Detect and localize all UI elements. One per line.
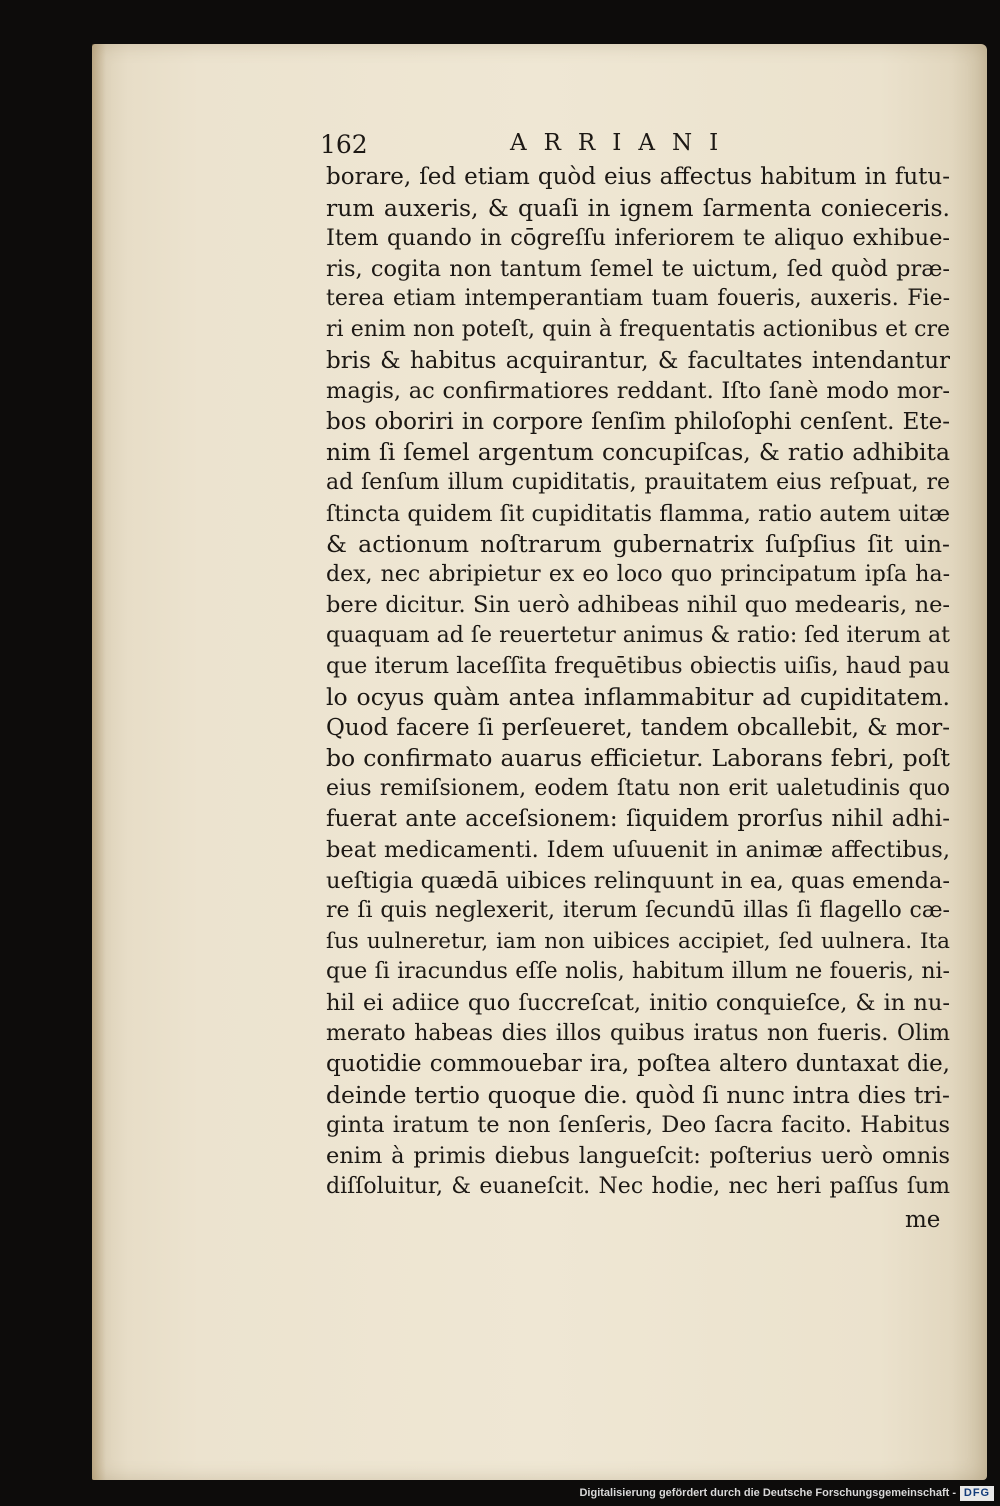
text-line: deinde tertio quoque die. quòd ſi nunc intra dies tri- [326, 1080, 950, 1109]
text-line: dex, nec abripietur ex eo loco quo principatum ipſa ha- [326, 561, 950, 587]
text-line: bris & habitus acquirantur, & facultates intendantur [326, 347, 950, 374]
text-line: merato habeas dies illos quibus iratus non fueris. Olim [326, 1020, 950, 1046]
page-header [320, 128, 960, 162]
text-line: magis, ac confirmatiores reddant. Iſto ſanè modo mor- [326, 378, 950, 405]
text-line: borare, ſed etiam quòd eius affectus habitum in futu- [326, 164, 950, 190]
text-line: re ſi quis neglexerit, iterum ſecundū illas ſi flagello cæ- [326, 898, 950, 924]
text-line: hil ei adiice quo ſuccreſcat, initio conquieſce, & in nu- [326, 990, 950, 1017]
text-line: terea etiam intemperantiam tuam foueris, auxeris. Fie- [326, 286, 950, 312]
text-line: enim à primis diebus langueſcit: poſterius uerò omnis [326, 1143, 950, 1169]
text-line: quaquam ad ſe reuertetur animus & ratio: ſed iterum at [326, 622, 950, 648]
funding-credit: Digitalisierung gefördert durch die Deutsche Forschungsgemeinschaft - [579, 1487, 956, 1499]
page-gutter-shadow [92, 44, 106, 1480]
dfg-logo-icon: DFG [960, 1486, 994, 1501]
text-line: & actionum noſtrarum gubernatrix ſuſpſius ſit uin- [326, 530, 950, 559]
text-line: ris, cogita non tantum ſemel te uictum, ſed quòd præ- [326, 255, 950, 282]
body-text [326, 162, 950, 1202]
text-line: bo confirmato auarus efficietur. Laborans febri, poſt [326, 744, 950, 773]
text-line: Item quando in cōgreſſu inferiorem te aliquo exhibue- [326, 225, 950, 252]
text-line: que ſi iracundus eſſe nolis, habitum illum ne foueris, ni- [326, 959, 950, 985]
text-line: nim ſi ſemel argentum concupiſcas, & ratio adhibita [326, 438, 950, 467]
catchword: me [905, 1207, 941, 1233]
text-line: ginta iratum te non ſenſeris, Deo ſacra facito. Habitus [326, 1112, 950, 1139]
text-line: quotidie commouebar ira, poſtea altero duntaxat die, [326, 1051, 950, 1078]
text-line: ſtincta quidem ſit cupiditatis flamma, ratio autem uitæ [326, 500, 950, 527]
text-line: ad ſenſum illum cupiditatis, prauitatem eius reſpuat, re [326, 469, 950, 495]
text-line: fuerat ante acceſsionem: ſiquidem prorſus nihil adhi- [326, 806, 950, 833]
text-line: ſus uulneretur, iam non uibices accipiet, ſed uulnera. Ita [326, 928, 950, 954]
page-number: 162 [320, 130, 368, 159]
text-line: ri enim non poteſt, quin à frequentatis actionibus et cre [326, 316, 950, 342]
text-line: que iterum laceſſita frequētibus obiectis uiſis, haud pau [326, 653, 950, 679]
text-line: bere dicitur. Sin uerò adhibeas nihil quo medearis, ne- [326, 592, 950, 619]
footer-bar [0, 1480, 1000, 1506]
running-title: ARRIANI [510, 130, 736, 156]
text-line: rum auxeris, & quaſi in ignem ſarmenta conieceris. [326, 193, 950, 222]
text-line: ueſtigia quædā uibices relinquunt in ea, quas emenda- [326, 867, 950, 894]
text-line: bos oboriri in corpore ſenſim philoſophi cenſent. Ete- [326, 408, 950, 435]
text-line: eius remiſsionem, eodem ſtatu non erit ualetudinis quo [326, 775, 950, 801]
text-line: beat medicamenti. Idem uſuuenit in animæ affectibus, [326, 837, 950, 864]
text-line: Quod facere ſi perſeueret, tandem obcallebit, & mor- [326, 714, 950, 741]
text-line: lo ocyus quàm antea inflammabitur ad cupiditatem. [326, 683, 950, 712]
text-line: diſſoluitur, & euaneſcit. Nec hodie, nec heri paſſus ſum [326, 1173, 950, 1199]
